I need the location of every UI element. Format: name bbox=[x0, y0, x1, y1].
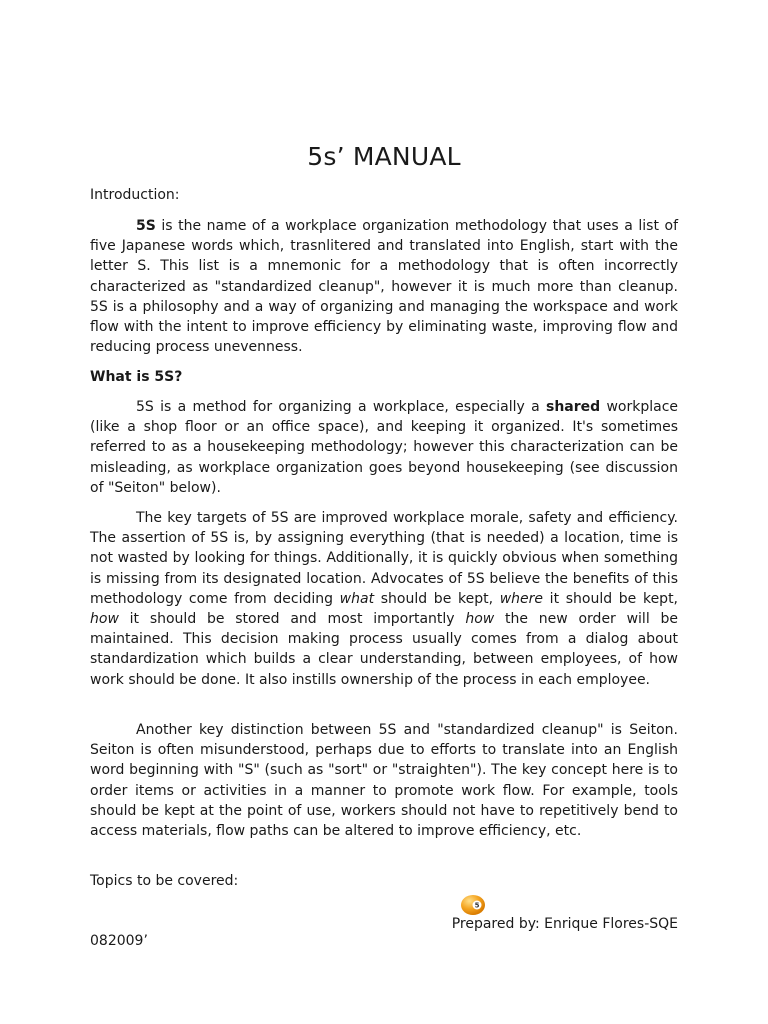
italic-what: what bbox=[339, 590, 375, 607]
what-paragraph bbox=[90, 397, 678, 498]
intro-paragraph bbox=[90, 216, 678, 357]
prepared-by: Prepared by: Enrique Flores-SQE bbox=[451, 916, 678, 932]
bold-shared: shared bbox=[545, 399, 601, 415]
what-text-b: workplace (like a shop floor or an office space), and keeping it organized. It's sometimes referred to as a housekeeping methodology; however this characterization can be misleading, as workplace organization goes beyond housekeeping (see discussion of "Seiton" below). bbox=[90, 399, 679, 496]
targets-text-b: should be kept, bbox=[374, 590, 500, 607]
seiton-paragraph: Another key distinction between 5S and "standardized cleanup" is Seiton. Seiton is often misunderstood, perhaps due to efforts to translate into an English word beginning with "S" (such as "sort" or "straighten"). The key concept here is to order items or activities in a manner to promote work flow. For example, tools should be kept at the point of use, workers should not have to repetitively bend to access materials, flow paths can be altered to improve efficiency, etc. bbox=[90, 722, 678, 840]
what-text-a: 5S is a method for organizing a workplace, especially a bbox=[136, 399, 546, 415]
targets-text-c: it should be kept, bbox=[543, 590, 679, 607]
logo-number: 5 bbox=[474, 901, 480, 910]
targets-text-e: the new order will be maintained. This decision making process usually comes from a dialog about standardization which builds a clear understanding, between employees, of how work should be done. It also instills ownership of the process in each employee. bbox=[90, 611, 678, 688]
document-code: 082009’ bbox=[90, 933, 148, 949]
section-heading-what-is-5s: What is 5S? bbox=[90, 369, 183, 385]
page-title: 5s’ MANUAL bbox=[307, 142, 461, 171]
italic-how-1: how bbox=[90, 611, 119, 628]
targets-text-d: it should be stored and most importantly bbox=[118, 611, 466, 628]
italic-how-2: how bbox=[465, 611, 495, 628]
targets-text-a: The key targets of 5S are improved workplace morale, safety and efficiency. The assertion of 5S is, by assigning everything (that is needed) a location, time is not wasted by looking for things. Additionally, it is quickly obvious when something is missing from its designated location. Advocates of 5S believe the benefits of this methodology come from deciding bbox=[90, 510, 678, 607]
bold-5s: 5S bbox=[136, 218, 156, 234]
5s-ball-icon bbox=[460, 894, 486, 916]
targets-paragraph bbox=[90, 508, 678, 690]
italic-where: where bbox=[499, 590, 544, 607]
intro-label: Introduction: bbox=[90, 187, 180, 203]
intro-text: is the name of a workplace organization methodology that uses a list of five Japanese words which, trasnlitered and translated into English, start with the letter S. This list is a mnemonic for a methodology that is often incorrectly characterized as "standardized cleanup", however it is much more than cleanup. 5S is a philosophy and a way of organizing and managing the workspace and work flow with the intent to improve efficiency by eliminating waste, improving flow and reducing process unevenness. bbox=[90, 218, 678, 356]
topics-label: Topics to be covered: bbox=[90, 873, 239, 889]
